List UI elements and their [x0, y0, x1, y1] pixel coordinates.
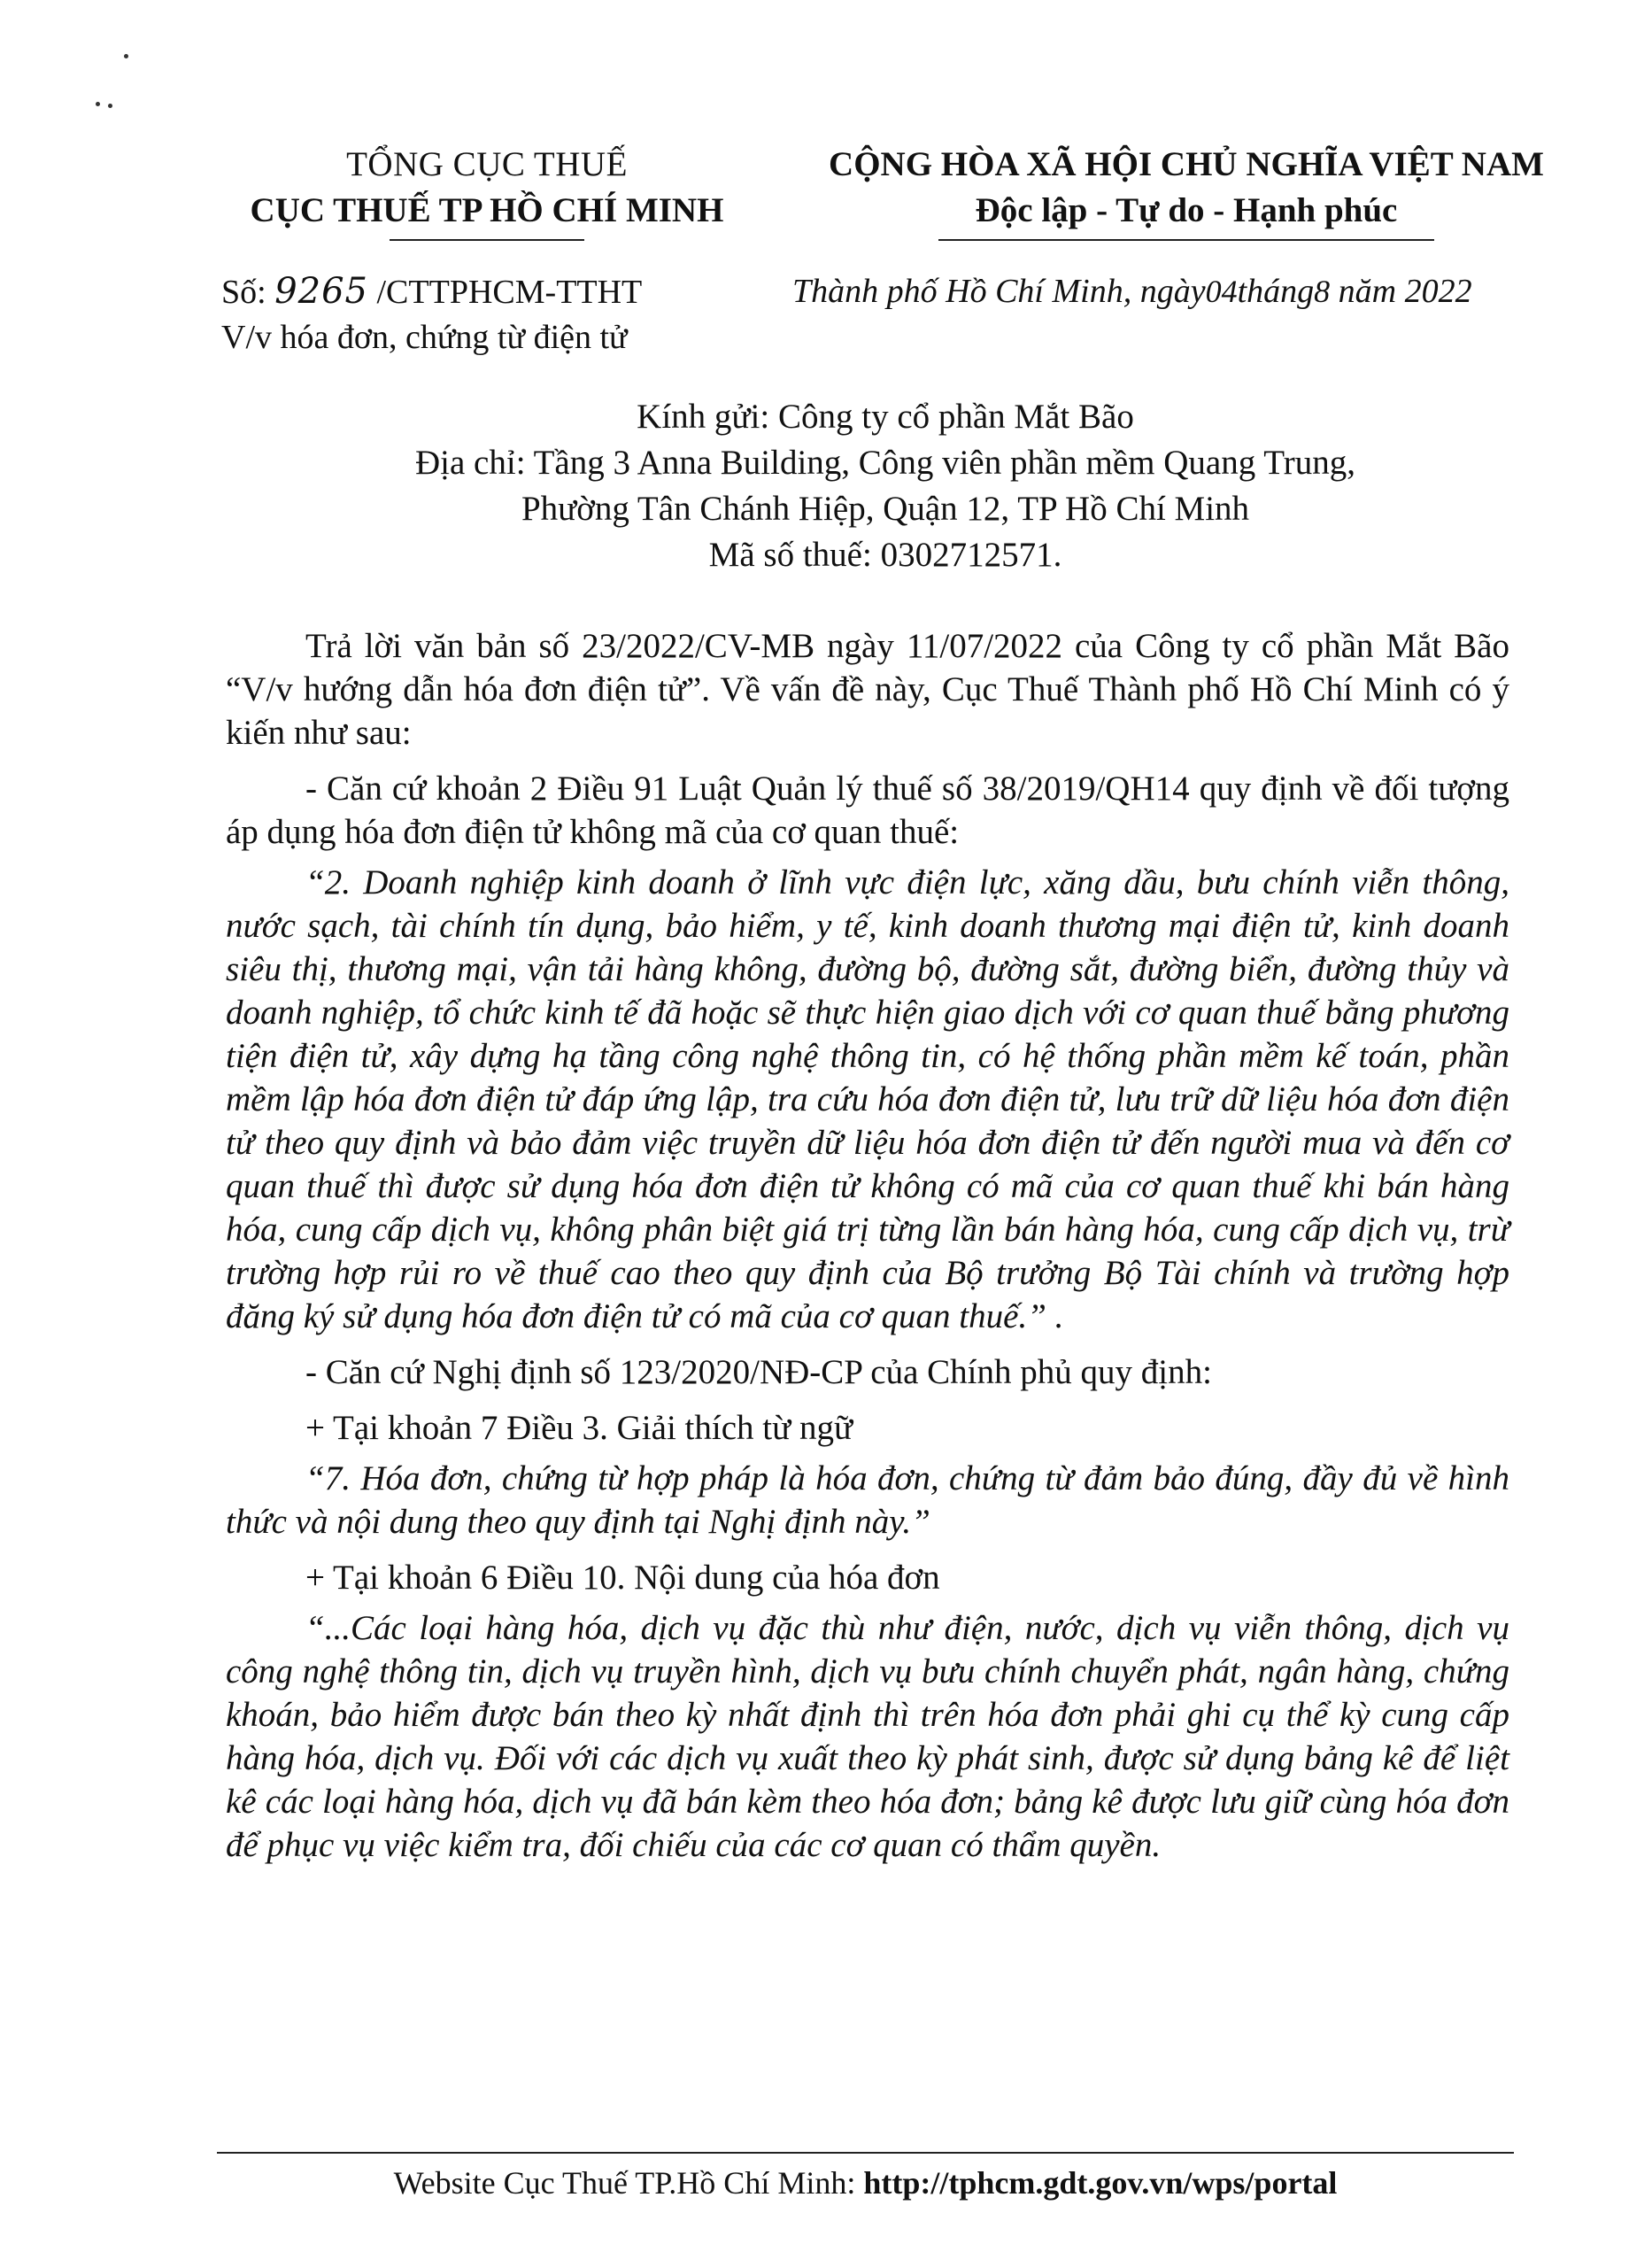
number-label: Số: [221, 274, 266, 311]
body-paragraph: + Tại khoản 6 Điều 10. Nội dung của hóa đơn [305, 1559, 940, 1597]
national-title-block [779, 142, 1594, 241]
document-number [221, 268, 642, 315]
body-paragraph: Trả lời văn bản số 23/2022/CV-MB ngày 11/07/2022 của Công ty cổ phần Mắt Bão “V/v hướng dẫn hóa đơn điện tử”. Về vấn đề này, Cục Thuế Thành phố Hồ Chí Minh có ý kiến như sau: [226, 627, 1509, 752]
footer [217, 2161, 1514, 2205]
footer-divider [217, 2152, 1514, 2154]
issuer-underline [390, 239, 584, 241]
scan-speck [96, 102, 100, 106]
country-name: CỘNG HÒA XÃ HỘI CHỦ NGHĨA VIỆT NAM [829, 145, 1544, 183]
quoted-decree-text: “7. Hóa đơn, chứng từ hợp pháp là hóa đơn, chứng từ đảm bảo đúng, đầy đủ về hình thức và nội dung theo quy định tại Nghị định này.” [226, 1459, 1509, 1541]
department-name: CỤC THUẾ TP HỒ CHÍ MINH [250, 191, 724, 229]
date-month-label: tháng [1237, 273, 1315, 310]
recipient-address-2: Phường Tân Chánh Hiệp, Quận 12, TP Hồ Chí Minh [521, 490, 1250, 528]
recipient-address-1: Địa chỉ: Tầng 3 Anna Building, Công viên phần mềm Quang Trung, [415, 444, 1355, 482]
date-year: năm 2022 [1338, 273, 1472, 310]
recipient-tax-code: Mã số thuế: 0302712571. [708, 536, 1062, 574]
footer-label: Website Cục Thuế TP.Hồ Chí Minh: [393, 2165, 864, 2201]
national-motto: Độc lập - Tự do - Hạnh phúc [975, 191, 1398, 229]
document-subject: V/v hóa đơn, chứng từ điện tử [221, 319, 628, 356]
body-paragraph: - Căn cứ khoản 2 Điều 91 Luật Quản lý thuế số 38/2019/QH14 quy định về đối tượng áp dụng hóa đơn điện tử không mã của cơ quan thuế: [226, 770, 1509, 851]
scan-speck [124, 54, 128, 58]
handwritten-number: 9265 [274, 271, 368, 312]
letter-body [226, 624, 1509, 1867]
issuer-block [168, 142, 806, 241]
body-paragraph: + Tại khoản 7 Điều 3. Giải thích từ ngữ [305, 1409, 853, 1447]
quoted-law-text: “2. Doanh nghiệp kinh doanh ở lĩnh vực điện lực, xăng dầu, bưu chính viễn thông, nước sạch, tài chính tín dụng, bảo hiểm, y tế, kinh doanh thương mại điện tử, kinh doanh siêu thị, thương mại, vận tải hàng không, đường bộ, đường sắt, đường biển, đường thủy và doanh nghiệp, tổ chức kinh tế đã hoặc sẽ thực hiện giao dịch với cơ quan thuế bằng phương tiện điện tử, xây dựng hạ tầng công nghệ thông tin, có hệ thống phần mềm kế toán, phần mềm lập hóa đơn điện tử đáp ứng lập, tra cứu hóa đơn điện tử, lưu trữ dữ liệu hóa đơn điện tử theo quy định và bảo đảm việc truyền dữ liệu hóa đơn điện tử đến người mua và đến cơ quan thuế thì được sử dụng hóa đơn điện tử không có mã của cơ quan thuế khi bán hàng hóa, cung cấp dịch vụ, không phân biệt giá trị từng lần bán hàng hóa, cung cấp dịch vụ, trừ trường hợp rủi ro về thuế cao theo quy định của Bộ trưởng Bộ Tài chính và trường hợp đăng ký sử dụng hóa đơn điện tử có mã của cơ quan thuế.” . [226, 863, 1509, 1335]
date-day: 04 [1205, 274, 1238, 309]
recipient-block [266, 394, 1505, 578]
number-suffix: /CTTPHCM-TTHT [376, 274, 643, 311]
body-paragraph: - Căn cứ Nghị định số 123/2020/NĐ-CP của Chính phủ quy định: [305, 1353, 1212, 1391]
motto-underline [938, 239, 1434, 241]
document-date [792, 268, 1472, 314]
scan-specks [89, 49, 142, 120]
scan-speck [108, 104, 112, 108]
recipient-to: Kính gửi: Công ty cổ phần Mắt Bão [637, 398, 1134, 436]
quoted-decree-text: “...Các loại hàng hóa, dịch vụ đặc thù như điện, nước, dịch vụ viễn thông, dịch vụ công nghệ thông tin, dịch vụ truyền hình, dịch vụ bưu chính chuyển phát, ngân hàng, chứng khoán, bảo hiểm được bán theo kỳ nhất định thì trên hóa đơn phải ghi cụ thể kỳ cung cấp hàng hóa, dịch vụ. Đối với các dịch vụ xuất theo kỳ phát sinh, được sử dụng bảng kê để liệt kê các loại hàng hóa, dịch vụ đã bán kèm theo hóa đơn; bảng kê được lưu giữ cùng hóa đơn để phục vụ việc kiểm tra, đối chiếu của các cơ quan có thẩm quyền. [226, 1609, 1509, 1864]
agency-name: TỔNG CỤC THUẾ [346, 145, 628, 183]
date-month: 8 [1314, 274, 1331, 309]
footer-url[interactable]: http://tphcm.gdt.gov.vn/wps/portal [863, 2165, 1338, 2201]
date-prefix: Thành phố Hồ Chí Minh, ngày [792, 273, 1206, 310]
